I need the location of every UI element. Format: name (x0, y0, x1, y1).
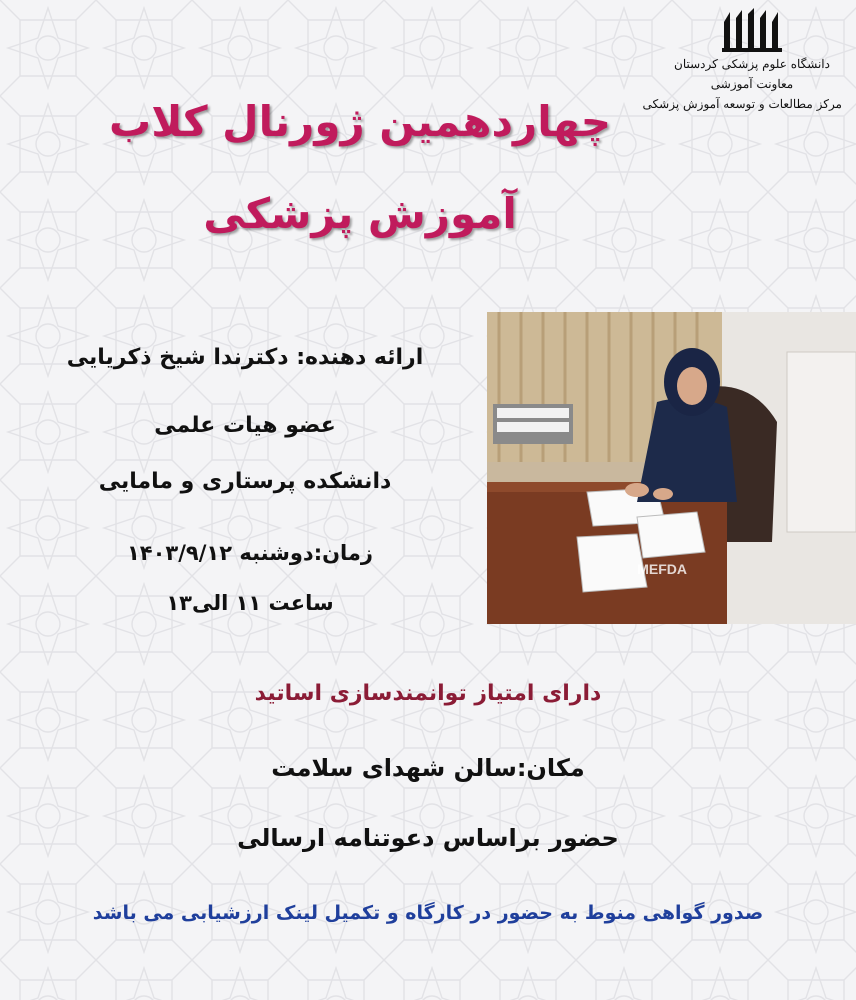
event-venue: مکان:سالن شهدای سلامت (271, 754, 585, 782)
certificate-notice: صدور گواهی منوط به حضور در کارگاه و تکمیل لینک ارزشیابی می باشد (92, 902, 764, 924)
presenter-faculty: دانشکده پرستاری و مامایی (98, 469, 392, 494)
presenter-name: ارائه دهنده: دکترندا شیخ ذکریایی (66, 345, 424, 370)
presenter-photo (487, 312, 856, 624)
event-hours: ساعت ۱۱ الی۱۳ (166, 591, 334, 615)
logo-center-name: مرکز مطالعات و توسعه آموزش پزشکی (642, 97, 842, 111)
logo-deputy-name: معاونت آموزشی (710, 77, 794, 91)
presenter-role: عضو هیات علمی (154, 413, 336, 438)
logo-university-name: دانشگاه علوم پزشکی کردستان (674, 57, 830, 71)
university-emblem-icon (720, 8, 784, 52)
photo-watermark: MEFDA (637, 561, 687, 577)
event-title-line-1: چهاردهمین ژورنال کلاب (109, 97, 611, 146)
event-title-line-2: آموزش پزشکی (203, 189, 517, 238)
event-date: زمان:دوشنبه ۱۴۰۳/۹/۱۲ (126, 541, 374, 565)
attendance-notice: حضور براساس دعوتنامه ارسالی (237, 824, 619, 852)
credit-notice: دارای امتیاز توانمندسازی اساتید (254, 681, 602, 706)
